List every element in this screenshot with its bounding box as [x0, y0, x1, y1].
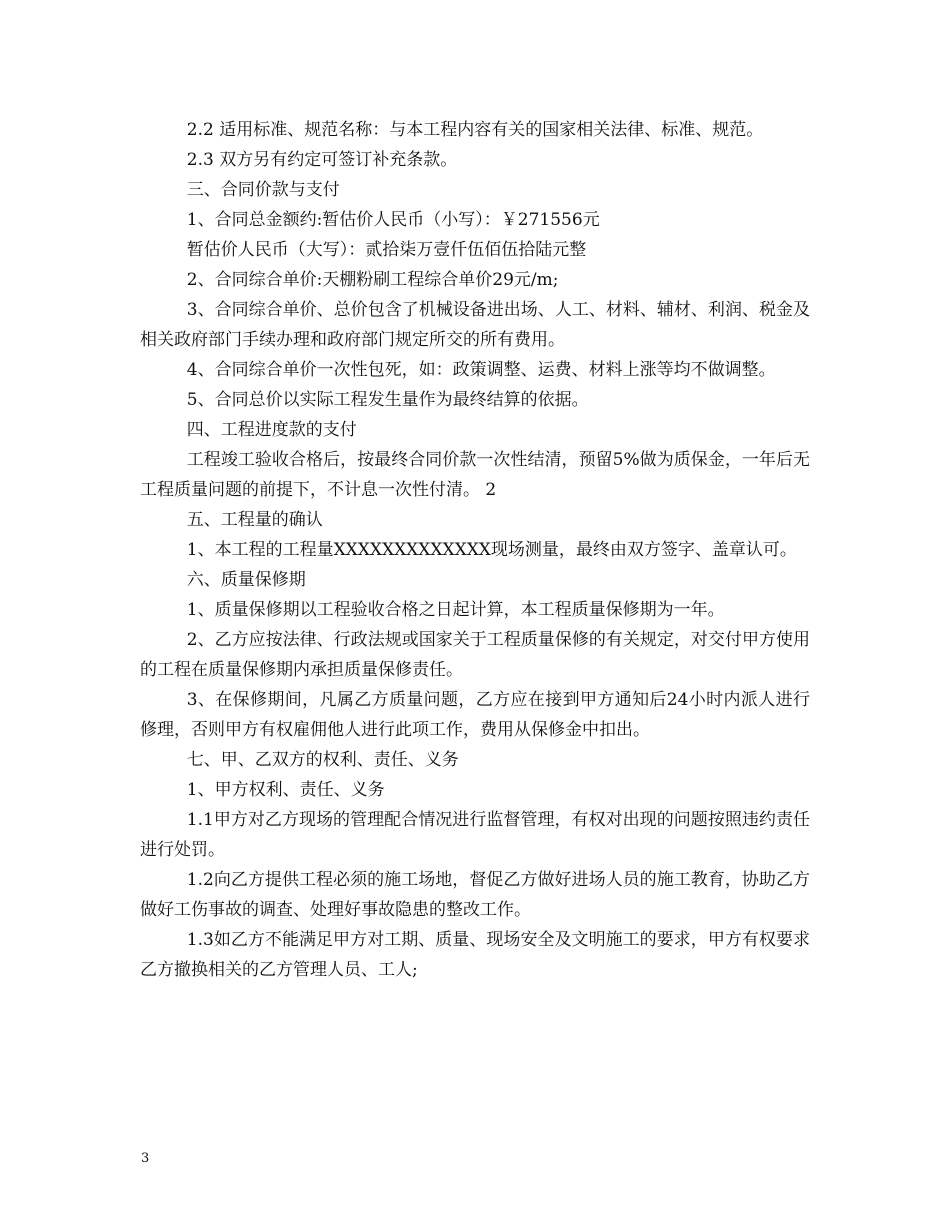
paragraph-price-inclusions: 3、合同综合单价、总价包含了机械设备进出场、人工、材料、辅材、利润、税金及相关政府部门手续办理和政府部门规定所交的所有费用。 [140, 300, 810, 350]
paragraph-clause-1-1: 1.1甲方对乙方现场的管理配合情况进行监督管理，有权对出现的问题按照违约责任进行处罚。 [140, 810, 810, 860]
paragraph-clause-1-3: 1.3如乙方不能满足甲方对工期、质量、现场安全及文明施工的要求，甲方有权要求乙方撤换相关的乙方管理人员、工人; [140, 930, 810, 980]
paragraph-fixed-price: 4、合同综合单价一次性包死，如：政策调整、运费、材料上涨等均不做调整。 [186, 360, 776, 380]
paragraph-total-amount: 1、合同总金额约:暂估价人民币（小写）：￥271556元 [186, 210, 600, 230]
paragraph-warranty-responsibility: 2、乙方应按法律、行政法规或国家关于工程质量保修的有关规定，对交付甲方使用的工程在质量保修期内承担质量保修责任。 [140, 630, 810, 680]
paragraph-progress-payment: 工程竣工验收合格后，按最终合同价款一次性结清，预留5%做为质保金，一年后无工程质量问题的前提下，不计息一次性付清。 2 [140, 450, 810, 500]
subsection-heading-party-a: 1、甲方权利、责任、义务 [186, 780, 385, 800]
document-body [140, 115, 810, 985]
paragraph-warranty-period: 1、质量保修期以工程验收合格之日起计算，本工程质量保修期为一年。 [186, 600, 725, 620]
page-number: 3 [141, 1151, 150, 1166]
paragraph-amount-in-words: 暂估价人民币（大写）：贰拾柒万壹仟伍佰伍拾陆元整 [186, 240, 587, 260]
paragraph-final-settlement: 5、合同总价以实际工程发生量作为最终结算的依据。 [186, 390, 589, 410]
section-heading-6: 六、质量保修期 [186, 570, 306, 590]
paragraph-unit-price: 2、合同综合单价:天棚粉刷工程综合单价29元/m; [186, 270, 559, 290]
paragraph-clause-2-3: 2.3 双方另有约定可签订补充条款。 [186, 150, 458, 170]
section-heading-4: 四、工程进度款的支付 [186, 420, 357, 440]
section-heading-3: 三、合同价款与支付 [186, 180, 340, 200]
paragraph-clause-1-2: 1.2向乙方提供工程必须的施工场地，督促乙方做好进场人员的施工教育，协助乙方做好工伤事故的调查、处理好事故隐患的整改工作。 [140, 870, 810, 920]
paragraph-quantity-confirmation: 1、本工程的工程量XXXXXXXXXXXXX现场测量，最终由双方签字、盖章认可。 [186, 540, 797, 560]
section-heading-7: 七、甲、乙双方的权利、责任、义务 [186, 750, 459, 770]
paragraph-clause-2-2: 2.2 适用标准、规范名称：与本工程内容有关的国家相关法律、标准、规范。 [186, 120, 764, 140]
section-heading-5: 五、工程量的确认 [186, 510, 323, 530]
paragraph-warranty-repair: 3、在保修期间，凡属乙方质量问题，乙方应在接到甲方通知后24小时内派人进行修理，否则甲方有权雇佣他人进行此项工作，费用从保修金中扣出。 [140, 690, 810, 740]
